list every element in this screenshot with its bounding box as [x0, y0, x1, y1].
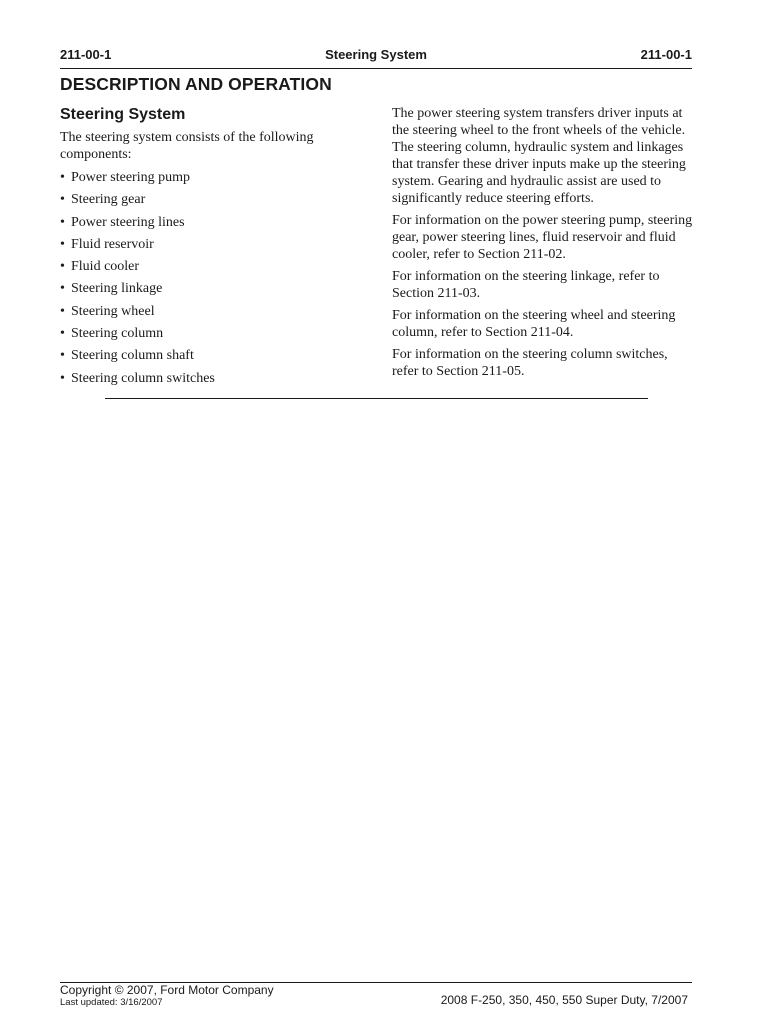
list-item: • Steering column switches [60, 370, 215, 386]
bullet-icon: • [60, 348, 65, 364]
list-item: • Power steering pump [60, 170, 190, 185]
subsection-title: Steering System [60, 106, 186, 123]
header-section-code-right: 211-00-1 [640, 47, 692, 62]
copyright-text: Copyright © 2007, Ford Motor Company [60, 983, 274, 997]
bullet-icon: • [60, 303, 65, 319]
component-list [60, 169, 360, 392]
section-title: DESCRIPTION AND OPERATION [60, 74, 332, 94]
model-info: 2008 F-250, 350, 450, 550 Super Duty, 7/2007 [440, 993, 688, 1007]
paragraph-ref-211-02: For information on the power steering pump, steering gear, power steering lines, fluid reservoir and fluid cooler, refer to Section 211-02. [392, 213, 693, 262]
list-item: • Fluid cooler [60, 259, 140, 275]
list-item: • Fluid reservoir [60, 236, 154, 252]
paragraph-ref-211-03: For information on the steering linkage, refer to Section 211-03. [392, 269, 660, 301]
list-item: • Steering column [60, 326, 164, 342]
header-title: Steering System [325, 47, 427, 62]
paragraph-ref-211-04: For information on the steering wheel and steering column, refer to Section 211-04. [392, 308, 676, 340]
list-item: • Steering column shaft [60, 348, 194, 364]
intro-text: The steering system consists of the following components: [60, 130, 314, 162]
bullet-icon: • [60, 170, 65, 185]
bullet-icon: • [60, 281, 65, 297]
bullet-icon: • [60, 236, 65, 252]
bullet-icon: • [60, 192, 65, 208]
bullet-icon: • [60, 259, 65, 275]
left-column [60, 106, 360, 392]
list-item: • Power steering lines [60, 214, 185, 230]
footer-left [60, 983, 274, 1008]
page-header [60, 47, 692, 65]
list-item: • Steering wheel [60, 303, 155, 319]
list-item: • Steering gear [60, 192, 146, 208]
header-divider [60, 68, 692, 69]
paragraph-overview: The power steering system transfers driver inputs at the steering wheel to the front wheels of the vehicle. The steering column, hydraulic system and linkages that transfer these driver inputs make up the steering system. Gearing and hydraulic assist are used to significantly reduce steering efforts. [392, 106, 686, 206]
bullet-icon: • [60, 326, 65, 342]
paragraph-ref-211-05: For information on the steering column switches, refer to Section 211-05. [392, 347, 668, 379]
right-column [392, 105, 697, 385]
last-updated-text: Last updated: 3/16/2007 [60, 997, 163, 1008]
header-section-code-left: 211-00-1 [60, 47, 112, 62]
bullet-icon: • [60, 214, 65, 230]
bullet-icon: • [60, 370, 65, 386]
list-item: • Steering linkage [60, 281, 163, 297]
section-end-divider [105, 398, 648, 399]
